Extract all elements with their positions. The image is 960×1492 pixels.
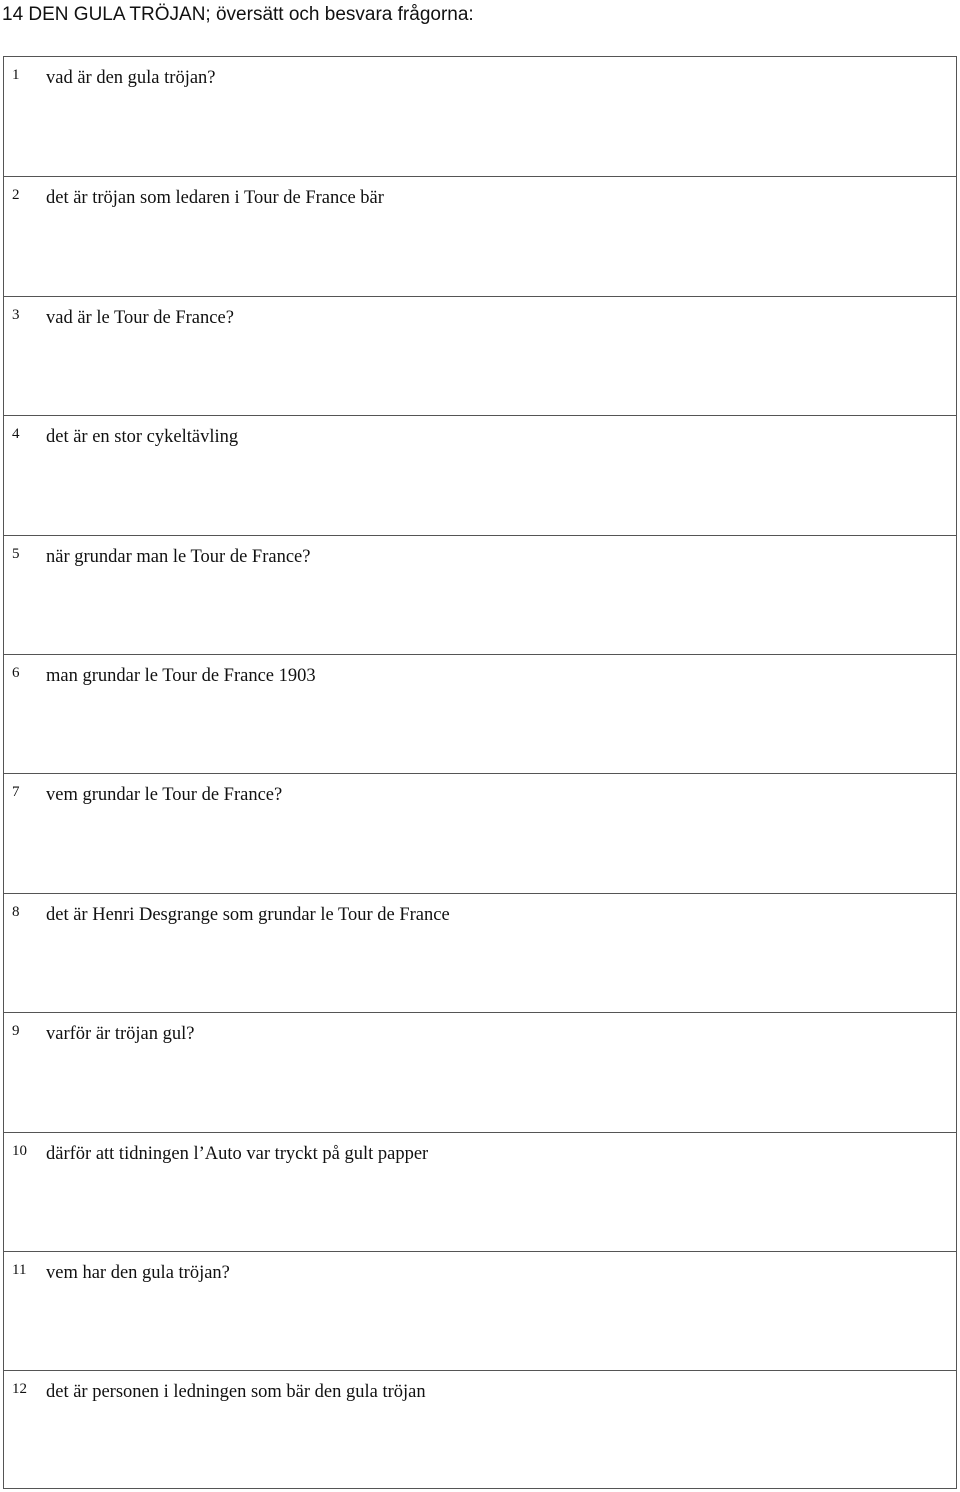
row-number: 1: [12, 67, 20, 83]
row-text: när grundar man le Tour de France?: [46, 546, 311, 567]
row-number: 11: [12, 1262, 27, 1278]
table-row: [4, 1132, 956, 1251]
row-text: därför att tidningen l’Auto var tryckt på gult papper: [46, 1143, 429, 1164]
row-number: 6: [12, 665, 20, 681]
row-number: 7: [12, 784, 20, 801]
row-text: det är tröjan som ledaren i Tour de France bär: [46, 188, 384, 209]
table-row: [4, 296, 956, 415]
row-text: man grundar le Tour de France 1903: [46, 666, 316, 686]
page-title: 14 DEN GULA TRÖJAN; översätt och besvara frågorna:: [2, 4, 474, 25]
table-row: [4, 535, 956, 654]
table-row: [4, 1251, 956, 1370]
row-number: 2: [12, 187, 20, 204]
row-number: 3: [12, 306, 20, 323]
table-row: [4, 773, 956, 892]
row-text: vem grundar le Tour de France?: [46, 785, 283, 806]
row-number: 12: [12, 1381, 27, 1398]
row-text: vad är den gula tröjan?: [46, 68, 216, 88]
row-number: 5: [12, 545, 20, 562]
row-number: 8: [12, 903, 20, 920]
table-row: [4, 1012, 956, 1131]
table-row: [4, 654, 956, 773]
table-row: [4, 893, 956, 1012]
row-text: det är Henri Desgrange som grundar le Tour de France: [46, 904, 450, 925]
table-row: [4, 415, 956, 534]
table-row: [4, 1370, 956, 1489]
row-text: det är personen i ledningen som bär den gula tröjan: [46, 1382, 426, 1403]
row-text: vad är le Tour de France?: [46, 307, 234, 328]
table-row: [4, 176, 956, 295]
row-text: varför är tröjan gul?: [46, 1024, 195, 1045]
row-number: 10: [12, 1142, 27, 1159]
worksheet-table: [3, 56, 957, 1489]
row-text: det är en stor cykeltävling: [46, 427, 239, 448]
row-number: 4: [12, 426, 20, 443]
row-number: 9: [12, 1023, 20, 1040]
table-row: [4, 57, 956, 176]
row-text: vem har den gula tröjan?: [46, 1263, 230, 1283]
